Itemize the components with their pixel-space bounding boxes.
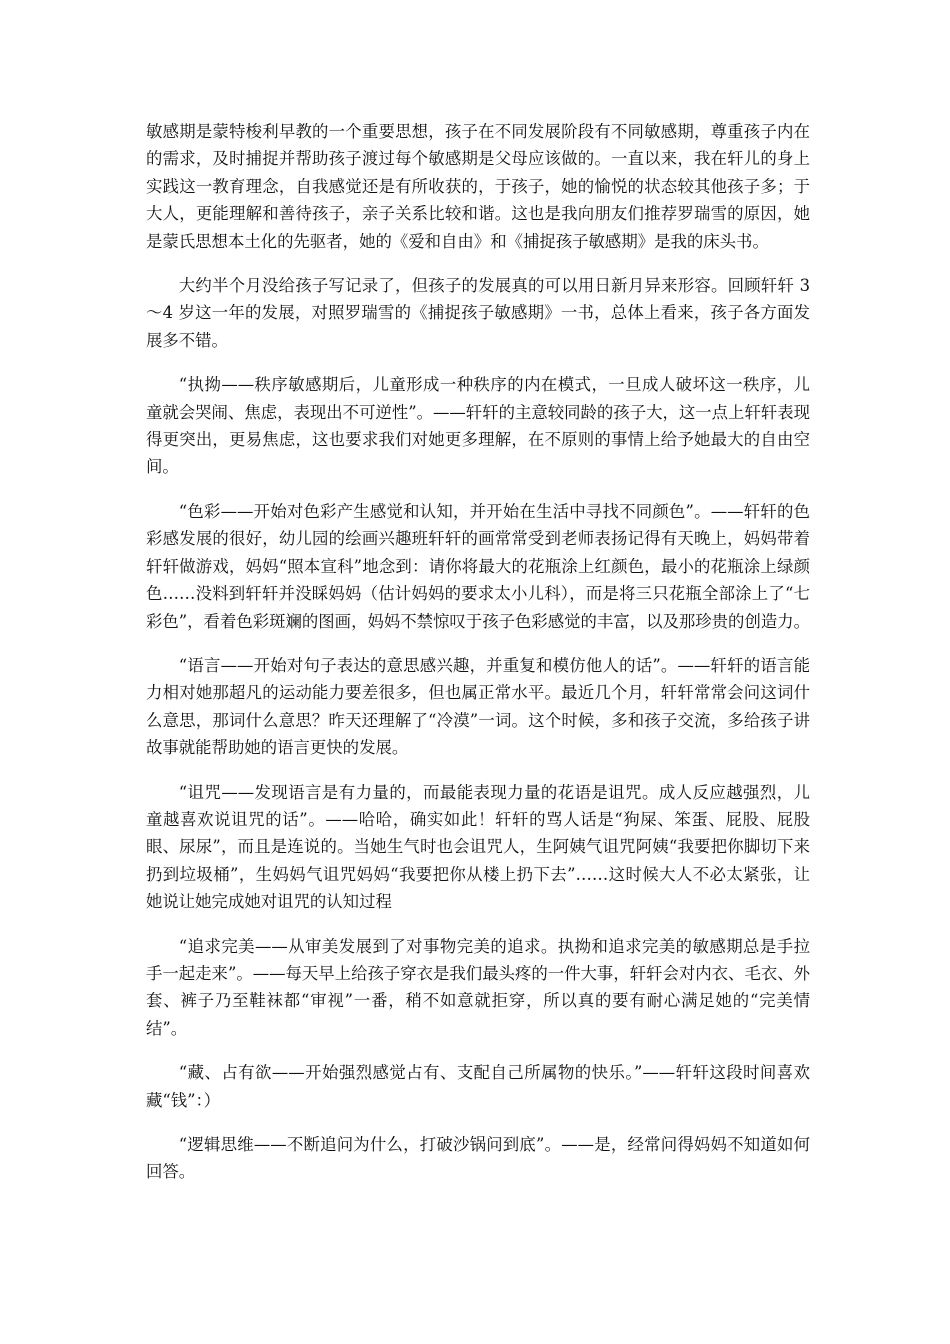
paragraph-perfection: “追求完美——从审美发展到了对事物完美的追求。执拗和追求完美的敏感期总是手拉手一起走来”。——每天早上给孩子穿衣是我们最头疼的一件大事，轩轩会对内衣、毛衣、外套、裤子乃至鞋袜都“审视”一番，稍不如意就拒穿，所以真的要有耐心满足她的“完美情结”。 [146, 936, 811, 1038]
paragraph-cursing: “诅咒——发现语言是有力量的，而最能表现力量的花语是诅咒。成人反应越强烈，儿童越喜欢说诅咒的话”。——哈哈，确实如此！轩轩的骂人话是“狗屎、笨蛋、屁股、屁股眼、尿尿”，而且是连说的。当她生气时也会诅咒人，生阿姨气诅咒阿姨“我要把你脚切下来扔到垃圾桶”，生妈妈气诅咒妈妈“我要把你从楼上扔下去”……这时候大人不必太紧张，让她说让她完成她对诅咒的认知过程 [146, 782, 810, 912]
paragraph-intro: 敏感期是蒙特梭利早教的一个重要思想，孩子在不同发展阶段有不同敏感期，尊重孩子内在的需求，及时捕捉并帮助孩子渡过每个敏感期是父母应该做的。一直以来，我在轩儿的身上实践这一教育理念，自我感觉还是有所收获的，于孩子，她的愉悦的状态较其他孩子多；于大人，更能理解和善待孩子，亲子关系比较和谐。这也是我向朋友们推荐罗瑞雪的原因，她是蒙氏思想本土化的先驱者，她的《爱和自由》和《捕捉孩子敏感期》是我的床头书。 [146, 122, 810, 251]
paragraph-language: “语言——开始对句子表达的意思感兴趣，并重复和模仿他人的话”。——轩轩的语言能力相对她那超凡的运动能力要差很多，但也属正常水平。最近几个月，轩轩常常会问这词什么意思，那词什么意思？昨天还理解了“冷漠”一词。这个时候，多和孩子交流，多给孩子讲故事就能帮助她的语言更快的发展。 [146, 655, 810, 758]
paragraph-possession: “藏、占有欲——开始强烈感觉占有、支配自己所属物的快乐。”——轩轩这段时间喜欢藏“钱”：） [146, 1063, 810, 1110]
paragraph-color: “色彩——开始对色彩产生感觉和认知，并开始在生活中寻找不同颜色”。——轩轩的色彩感发展的很好，幼儿园的绘画兴趣班轩轩的画常常受到老师表扬记得有天晚上，妈妈带着轩轩做游戏，妈妈“照本宣科”地念到：请你将最大的花瓶涂上红颜色，最小的花瓶涂上绿颜色……没料到轩轩并没睬妈妈（估计妈妈的要求太小儿科），而是将三只花瓶全部涂上了“七彩色”，看着色彩斑斓的图画，妈妈不禁惊叹于孩子色彩感觉的丰富，以及那珍贵的创造力。 [146, 501, 811, 631]
paragraph-logic: “逻辑思维——不断追问为什么，打破沙锅问到底”。——是，经常问得妈妈不知道如何回答。 [146, 1135, 810, 1182]
paragraph-stubbornness: “执拗——秩序敏感期后，儿童形成一种秩序的内在模式，一旦成人破坏这一秩序，儿童就会哭闹、焦虑，表现出不可逆性”。——轩轩的主意较同龄的孩子大，这一点上轩轩表现得更突出，更易焦虑，这也要求我们对她更多理解，在不原则的事情上给予她最大的自由空间。 [146, 375, 811, 477]
paragraph-overview: 大约半个月没给孩子写记录了，但孩子的发展真的可以用日新月异来形容。回顾轩轩 3～4 岁这一年的发展，对照罗瑞雪的《捕捉孩子敏感期》一书，总体上看来，孩子各方面发展多不错。 [146, 276, 810, 350]
article-body [146, 118, 810, 1203]
